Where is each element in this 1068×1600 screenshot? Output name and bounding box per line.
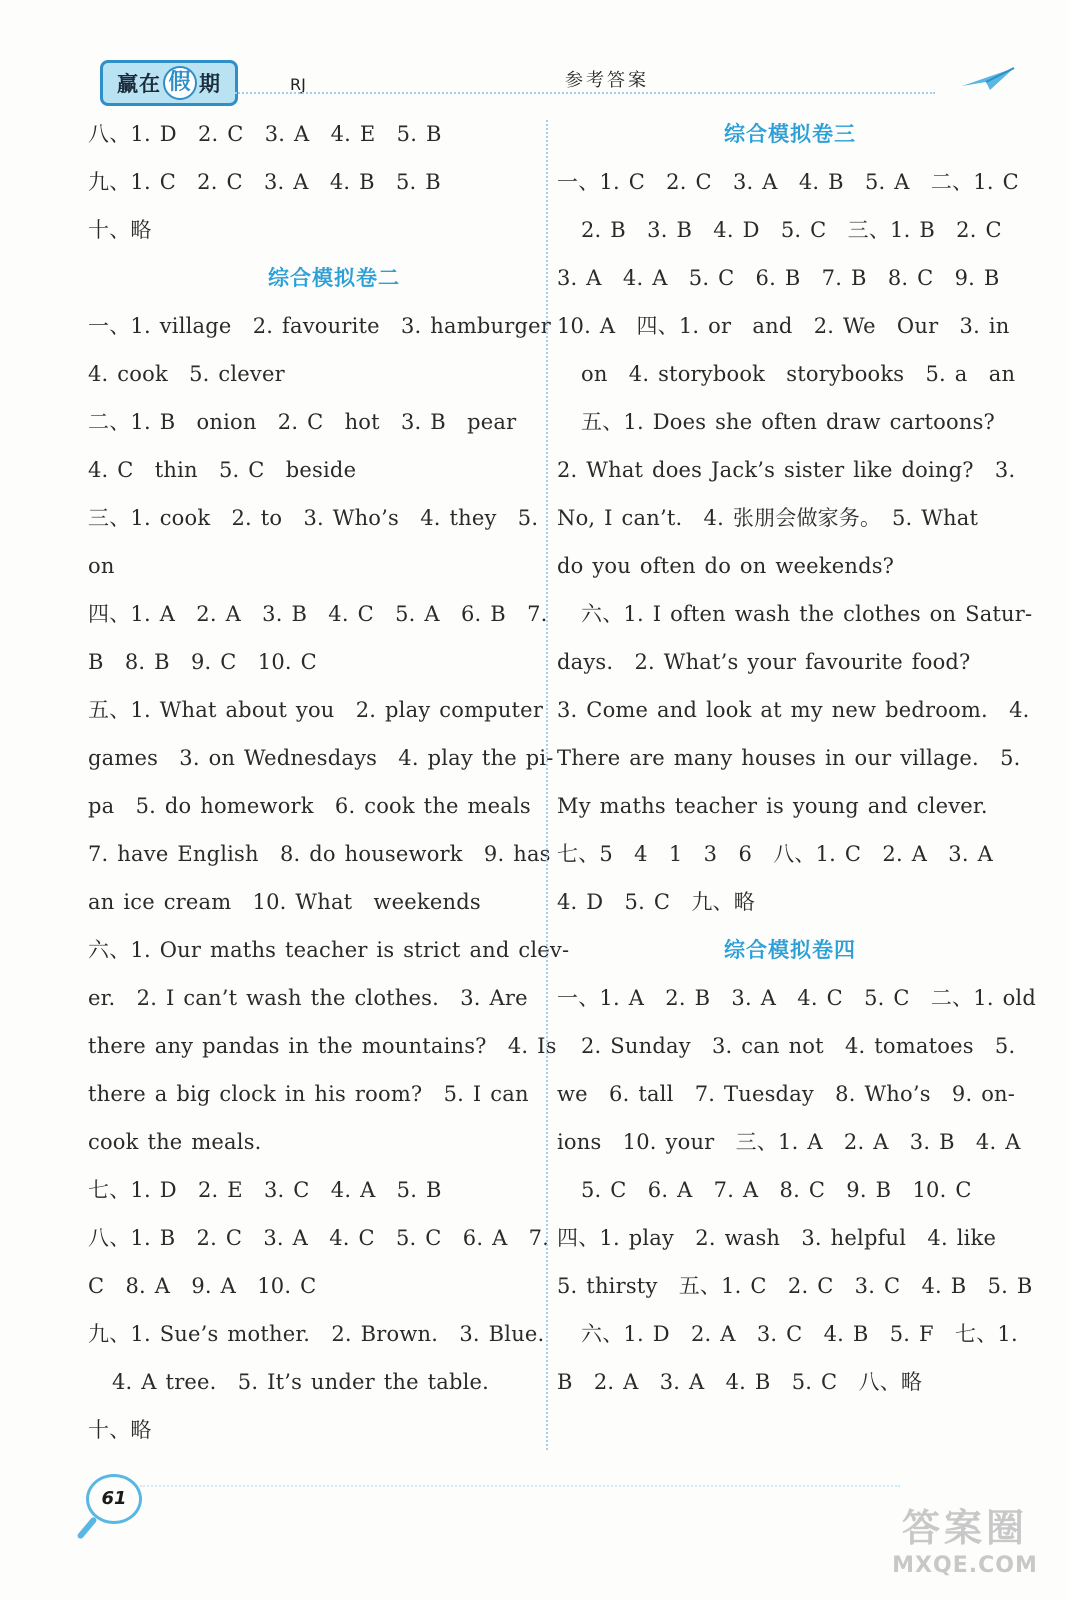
answer-line: er. 2. I can’t wash the clothes. 3. Are — [88, 986, 528, 1010]
answer-line: an ice cream 10. What weekends — [88, 890, 481, 914]
answer-line: 九、1. C 2. C 3. A 4. B 5. B — [88, 170, 441, 194]
answer-line: 十、略 — [88, 1418, 152, 1442]
magnifier-handle-icon — [76, 1516, 97, 1540]
answer-line: 九、1. Sue’s mother. 2. Brown. 3. Blue. — [88, 1322, 545, 1346]
answer-line: C 8. A 9. A 10. C — [88, 1274, 317, 1298]
watermark-url: MXQE.COM — [892, 1553, 1038, 1578]
answer-line: 四、1. A 2. A 3. B 4. C 5. A 6. B 7. — [88, 602, 548, 626]
answer-line: 三、1. cook 2. to 3. Who’s 4. they 5. — [88, 506, 539, 530]
answer-line: cook the meals. — [88, 1130, 262, 1154]
section-title: 综合模拟卷三 — [724, 122, 856, 146]
edition-label: RJ — [290, 75, 306, 94]
section-title: 综合模拟卷二 — [268, 266, 400, 290]
footer-divider — [140, 1485, 900, 1487]
page-header — [0, 0, 1068, 110]
answer-line: 一、1. village 2. favourite 3. hamburger — [88, 314, 551, 338]
answer-line: 4. cook 5. clever — [88, 362, 285, 386]
answer-line: 3. A 4. A 5. C 6. B 7. B 8. C 9. B — [557, 266, 1000, 290]
answer-line: My maths teacher is young and clever. — [557, 794, 988, 818]
watermark-logo-text: 答案圈 — [901, 1506, 1028, 1550]
answer-line: There are many houses in our village. 5. — [557, 746, 1021, 770]
answer-line: 5. thirsty 五、1. C 2. C 3. C 4. B 5. B — [557, 1274, 1033, 1298]
answer-line: 10. A 四、1. or and 2. We Our 3. in — [557, 314, 1010, 338]
answer-line: 4. C thin 5. C beside — [88, 458, 357, 482]
answer-line: 3. Come and look at my new bedroom. 4. — [557, 698, 1030, 722]
answer-line: 六、1. Our maths teacher is strict and clev- — [88, 938, 570, 962]
answer-line: there any pandas in the mountains? 4. Is — [88, 1034, 557, 1058]
answer-line: 八、1. B 2. C 3. A 4. C 5. C 6. A 7. — [88, 1226, 550, 1250]
logo-highlight-char: 假 — [163, 66, 197, 100]
answer-line: games 3. on Wednesdays 4. play the pi- — [88, 746, 554, 770]
answer-line: 二、1. B onion 2. C hot 3. B pear — [88, 410, 517, 434]
answer-line: 五、1. Does she often draw cartoons? — [581, 410, 996, 434]
column-divider — [546, 120, 548, 1450]
right-column — [557, 110, 1036, 1406]
answer-line: 一、1. A 2. B 3. A 4. C 5. C 二、1. old — [557, 986, 1036, 1010]
paper-plane-icon — [960, 64, 1016, 94]
answer-line: on — [88, 554, 115, 578]
answer-line: pa 5. do homework 6. cook the meals — [88, 794, 531, 818]
answer-line: 2. B 3. B 4. D 5. C 三、1. B 2. C — [581, 218, 1002, 242]
answer-line: 4. D 5. C 九、略 — [557, 890, 755, 914]
section-title: 综合模拟卷四 — [724, 938, 856, 962]
answer-line: do you often do on weekends? — [557, 554, 895, 578]
page-title: 参考答案 — [565, 70, 649, 91]
answer-line: there a big clock in his room? 5. I can — [88, 1082, 529, 1106]
answer-line: on 4. storybook storybooks 5. a an — [581, 362, 1016, 386]
answer-line: 5. C 6. A 7. A 8. C 9. B 10. C — [581, 1178, 972, 1202]
page-number: 61 — [101, 1487, 127, 1509]
answer-line: we 6. tall 7. Tuesday 8. Who’s 9. on- — [557, 1082, 1016, 1106]
left-column — [88, 110, 570, 1454]
answer-line: days. 2. What’s your favourite food? — [557, 650, 971, 674]
answer-line: 四、1. play 2. wash 3. helpful 4. like — [557, 1226, 997, 1250]
answer-line: 六、1. D 2. A 3. C 4. B 5. F 七、1. — [581, 1322, 1018, 1346]
answer-line: 六、1. I often wash the clothes on Satur- — [581, 602, 1033, 626]
logo-text-pre: 赢在 — [117, 72, 161, 96]
answer-line: ions 10. your 三、1. A 2. A 3. B 4. A — [557, 1130, 1021, 1154]
answer-line: 7. have English 8. do housework 9. has — [88, 842, 551, 866]
answer-line: 十、略 — [88, 218, 152, 242]
answer-line: B 8. B 9. C 10. C — [88, 650, 317, 674]
answer-line: No, I can’t. 4. 张朋会做家务。 5. What — [557, 506, 979, 530]
brand-logo — [100, 60, 238, 106]
answer-line: 七、1. D 2. E 3. C 4. A 5. B — [88, 1178, 442, 1202]
answer-line: 五、1. What about you 2. play computer — [88, 698, 544, 722]
answer-line: 一、1. C 2. C 3. A 4. B 5. A 二、1. C — [557, 170, 1019, 194]
answer-line: 2. What does Jack’s sister like doing? 3. — [557, 458, 1016, 482]
answer-line: 2. Sunday 3. can not 4. tomatoes 5. — [581, 1034, 1016, 1058]
answer-line: 4. A tree. 5. It’s under the table. — [112, 1370, 490, 1394]
answer-line: 七、5 4 1 3 6 八、1. C 2. A 3. A — [557, 842, 993, 866]
logo-text-post: 期 — [199, 72, 221, 96]
answer-line: 八、1. D 2. C 3. A 4. E 5. B — [88, 122, 442, 146]
header-divider — [235, 92, 935, 94]
answer-line: B 2. A 3. A 4. B 5. C 八、略 — [557, 1370, 923, 1394]
watermark — [870, 1505, 1060, 1595]
